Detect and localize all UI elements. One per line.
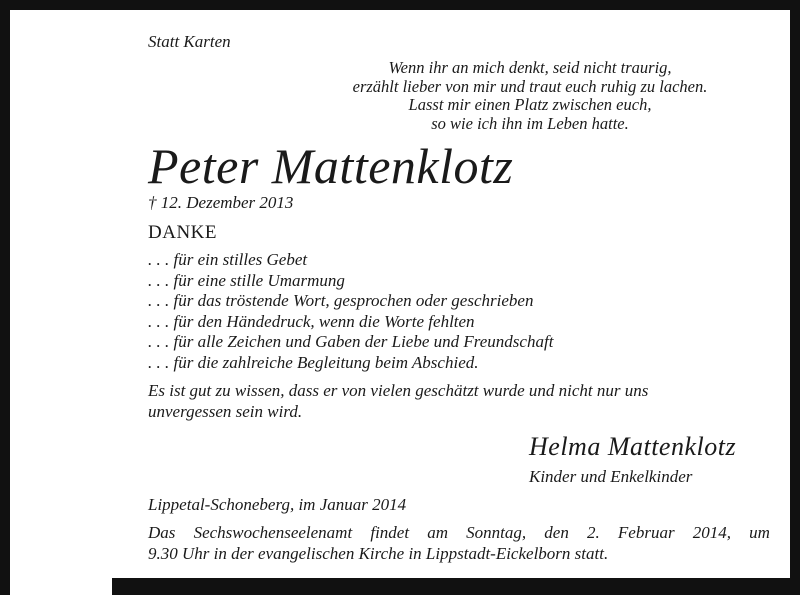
thanks-item: . . . für das tröstende Wort, gesprochen oder geschrieben <box>148 291 534 311</box>
service-word: Februar <box>617 523 675 542</box>
signer-family: Kinder und Enkelkinder <box>529 467 693 486</box>
closing-line: unvergessen sein wird. <box>148 402 303 421</box>
thanks-item: . . . für ein stilles Gebet <box>148 250 308 269</box>
closing-text <box>148 380 648 422</box>
service-word: 2. <box>587 523 600 542</box>
service-word: 2014, <box>692 523 731 542</box>
poem-line: so wie ich ihn im Leben hatte. <box>431 113 629 133</box>
poem-line: Lasst mir einen Platz zwischen euch, <box>408 95 652 114</box>
service-word: am <box>427 523 448 542</box>
place-date: Lippetal-Schoneberg, im Januar 2014 <box>148 495 407 514</box>
service-word: Sonntag, <box>466 523 527 542</box>
death-date: † 12. Dezember 2013 <box>148 193 294 212</box>
service-notice <box>148 522 770 564</box>
service-word: findet <box>370 523 410 542</box>
thanks-item: . . . für die zahlreiche Begleitung beim Abschied. <box>148 352 479 372</box>
poem-line: Wenn ihr an mich denkt, seid nicht traurig, <box>388 58 672 77</box>
thanks-heading: DANKE <box>148 222 217 243</box>
thanks-item: . . . für den Händedruck, wenn die Worte fehlten <box>148 311 475 331</box>
bottom-rule <box>112 578 800 595</box>
poem <box>330 59 730 133</box>
thanks-item: . . . für eine stille Umarmung <box>148 270 345 290</box>
thanks-list <box>148 250 553 374</box>
thanks-item: . . . für alle Zeichen und Gaben der Liebe und Freundschaft <box>148 332 554 352</box>
statt-karten-label: Statt Karten <box>148 32 231 51</box>
deceased-name: Peter Mattenklotz <box>148 138 514 194</box>
service-word: Sechswochenseelenamt <box>193 523 353 542</box>
signer-name: Helma Mattenklotz <box>529 432 737 461</box>
closing-line: Es ist gut zu wissen, dass er von vielen geschätzt wurde und nicht nur uns <box>148 381 649 400</box>
service-word: den <box>544 523 569 542</box>
service-line: 9.30 Uhr in der evangelischen Kirche in Lippstadt-Eickelborn statt. <box>148 544 609 563</box>
service-word: Das <box>148 523 176 542</box>
service-line <box>148 522 770 543</box>
service-word: um <box>749 523 770 542</box>
poem-line: erzählt lieber von mir und traut euch ruhig zu lachen. <box>352 76 708 96</box>
